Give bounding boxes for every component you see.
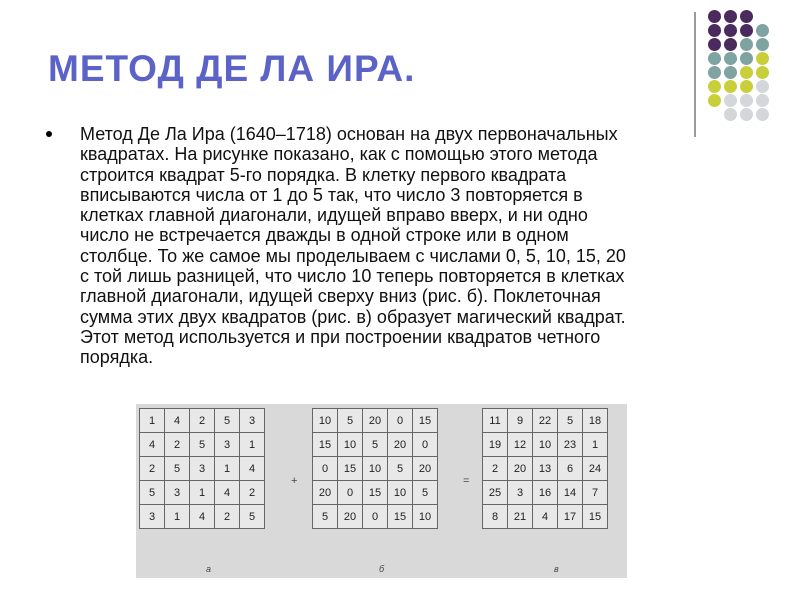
- square-cell: 0: [413, 433, 438, 457]
- square-cell: 4: [140, 433, 165, 457]
- square-cell: 1: [140, 409, 165, 433]
- decor-dot: [756, 80, 769, 93]
- caption-a: а: [206, 564, 212, 574]
- divider-line: [694, 12, 696, 137]
- decor-dot: [724, 108, 737, 121]
- square-cell: 5: [313, 505, 338, 529]
- square-cell: 24: [583, 457, 608, 481]
- square-cell: 15: [583, 505, 608, 529]
- square-cell: 20: [413, 457, 438, 481]
- decor-dot: [740, 24, 753, 37]
- square-cell: 3: [140, 505, 165, 529]
- decor-dot: [724, 52, 737, 65]
- square-cell: 0: [363, 505, 388, 529]
- square-cell: 0: [313, 457, 338, 481]
- square-cell: 2: [240, 481, 265, 505]
- square-cell: 5: [338, 409, 363, 433]
- slide-title: МЕТОД ДЕ ЛА ИРА.: [48, 48, 416, 89]
- square-cell: 11: [483, 409, 508, 433]
- square-cell: 5: [413, 481, 438, 505]
- square-cell: 5: [558, 409, 583, 433]
- decor-dot: [708, 94, 721, 107]
- decor-dot: [708, 10, 721, 23]
- square-row: [313, 409, 438, 433]
- square-cell: 7: [583, 481, 608, 505]
- square-row: [140, 457, 265, 481]
- decor-dot: [756, 24, 769, 37]
- decor-dot: [708, 24, 721, 37]
- square-cell: 10: [533, 433, 558, 457]
- square-row: [140, 481, 265, 505]
- square-cell: 1: [165, 505, 190, 529]
- decorative-dot-grid: [708, 10, 778, 122]
- decor-dot: [756, 52, 769, 65]
- decor-dot: [740, 80, 753, 93]
- square-cell: 23: [558, 433, 583, 457]
- decor-dot: [740, 66, 753, 79]
- square-cell: 1: [190, 481, 215, 505]
- square-cell: 15: [313, 433, 338, 457]
- decor-dot: [708, 52, 721, 65]
- decor-dot: [740, 38, 753, 51]
- square-cell: 15: [363, 481, 388, 505]
- square-row: [313, 481, 438, 505]
- square-cell: 20: [338, 505, 363, 529]
- square-cell: 2: [165, 433, 190, 457]
- square-row: [483, 409, 608, 433]
- square-row: [483, 457, 608, 481]
- decor-dot: [708, 80, 721, 93]
- square-cell: 25: [483, 481, 508, 505]
- square-cell: 3: [215, 433, 240, 457]
- square-cell: 10: [338, 433, 363, 457]
- square-row: [483, 481, 608, 505]
- caption-c: в: [554, 564, 559, 574]
- square-cell: 4: [240, 457, 265, 481]
- square-cell: 19: [483, 433, 508, 457]
- square-cell: 13: [533, 457, 558, 481]
- square-cell: 20: [388, 433, 413, 457]
- square-row: [140, 433, 265, 457]
- square-cell: 8: [483, 505, 508, 529]
- plus-sign: +: [291, 475, 298, 487]
- square-cell: 16: [533, 481, 558, 505]
- square-b: [312, 408, 438, 529]
- square-cell: 5: [240, 505, 265, 529]
- square-cell: 4: [215, 481, 240, 505]
- square-cell: 1: [583, 433, 608, 457]
- body-paragraph: Метод Де Ла Ира (1640–1718) основан на двух первоначальных квадратах. На рисунке показано, как с помощью этого метода строится квадрат 5-го порядка. В клетку первого квадрата вписываются числа от 1 до 5 так, что число 3 повторяется в клетках главной диагонали, идущей вправо вверх, и ни одно число не встречается дважды в одной строке или в одном столбце. То же самое мы проделываем с числами 0, 5, 10, 15, 20 с той лишь разницей, что число 10 теперь повторяется в клетках главной диагонали, идущей сверху вниз (рис. б). Поклеточная сумма этих двух квадратов (рис. в) образует магический квадрат. Этот метод используется и при построении квадратов четного порядка.: [80, 124, 626, 368]
- decor-dot: [756, 108, 769, 121]
- square-row: [313, 433, 438, 457]
- square-cell: 5: [363, 433, 388, 457]
- square-cell: 4: [190, 505, 215, 529]
- square-cell: 2: [190, 409, 215, 433]
- square-cell: 5: [140, 481, 165, 505]
- decor-dot: [740, 10, 753, 23]
- square-cell: 20: [363, 409, 388, 433]
- decor-dot: [740, 52, 753, 65]
- square-cell: 20: [508, 457, 533, 481]
- square-cell: 5: [215, 409, 240, 433]
- square-cell: 17: [558, 505, 583, 529]
- square-row: [140, 409, 265, 433]
- square-cell: 12: [508, 433, 533, 457]
- square-c: [482, 408, 608, 529]
- square-cell: 15: [388, 505, 413, 529]
- square-cell: 0: [388, 409, 413, 433]
- decor-dot: [724, 24, 737, 37]
- decor-dot: [724, 38, 737, 51]
- square-cell: 22: [533, 409, 558, 433]
- square-cell: 5: [388, 457, 413, 481]
- square-cell: 3: [508, 481, 533, 505]
- square-row: [313, 457, 438, 481]
- bullet-icon: [46, 131, 52, 137]
- square-cell: 6: [558, 457, 583, 481]
- square-a: [139, 408, 265, 529]
- decor-dot: [724, 66, 737, 79]
- square-cell: 3: [165, 481, 190, 505]
- square-cell: 2: [483, 457, 508, 481]
- square-cell: 9: [508, 409, 533, 433]
- square-cell: 18: [583, 409, 608, 433]
- decor-dot: [756, 94, 769, 107]
- square-cell: 3: [240, 409, 265, 433]
- square-cell: 5: [165, 457, 190, 481]
- square-row: [483, 433, 608, 457]
- square-cell: 10: [363, 457, 388, 481]
- square-cell: 1: [215, 457, 240, 481]
- caption-b: б: [379, 564, 385, 574]
- square-cell: 4: [165, 409, 190, 433]
- decor-dot: [756, 38, 769, 51]
- square-cell: 15: [413, 409, 438, 433]
- square-cell: 5: [190, 433, 215, 457]
- square-cell: 14: [558, 481, 583, 505]
- square-cell: 3: [190, 457, 215, 481]
- decor-dot: [724, 80, 737, 93]
- square-cell: 20: [313, 481, 338, 505]
- square-cell: 15: [338, 457, 363, 481]
- square-cell: 10: [413, 505, 438, 529]
- equals-sign: =: [463, 475, 470, 487]
- square-row: [483, 505, 608, 529]
- square-cell: 2: [215, 505, 240, 529]
- square-cell: 1: [240, 433, 265, 457]
- square-cell: 4: [533, 505, 558, 529]
- decor-dot: [740, 94, 753, 107]
- square-row: [313, 505, 438, 529]
- square-cell: 2: [140, 457, 165, 481]
- decor-dot: [708, 66, 721, 79]
- decor-dot: [740, 108, 753, 121]
- square-cell: 10: [313, 409, 338, 433]
- magic-square-figure: [136, 404, 627, 578]
- decor-dot: [756, 66, 769, 79]
- square-cell: 10: [388, 481, 413, 505]
- square-cell: 0: [338, 481, 363, 505]
- square-cell: 21: [508, 505, 533, 529]
- decor-dot: [724, 10, 737, 23]
- decor-dot: [724, 94, 737, 107]
- decor-dot: [708, 38, 721, 51]
- square-row: [140, 505, 265, 529]
